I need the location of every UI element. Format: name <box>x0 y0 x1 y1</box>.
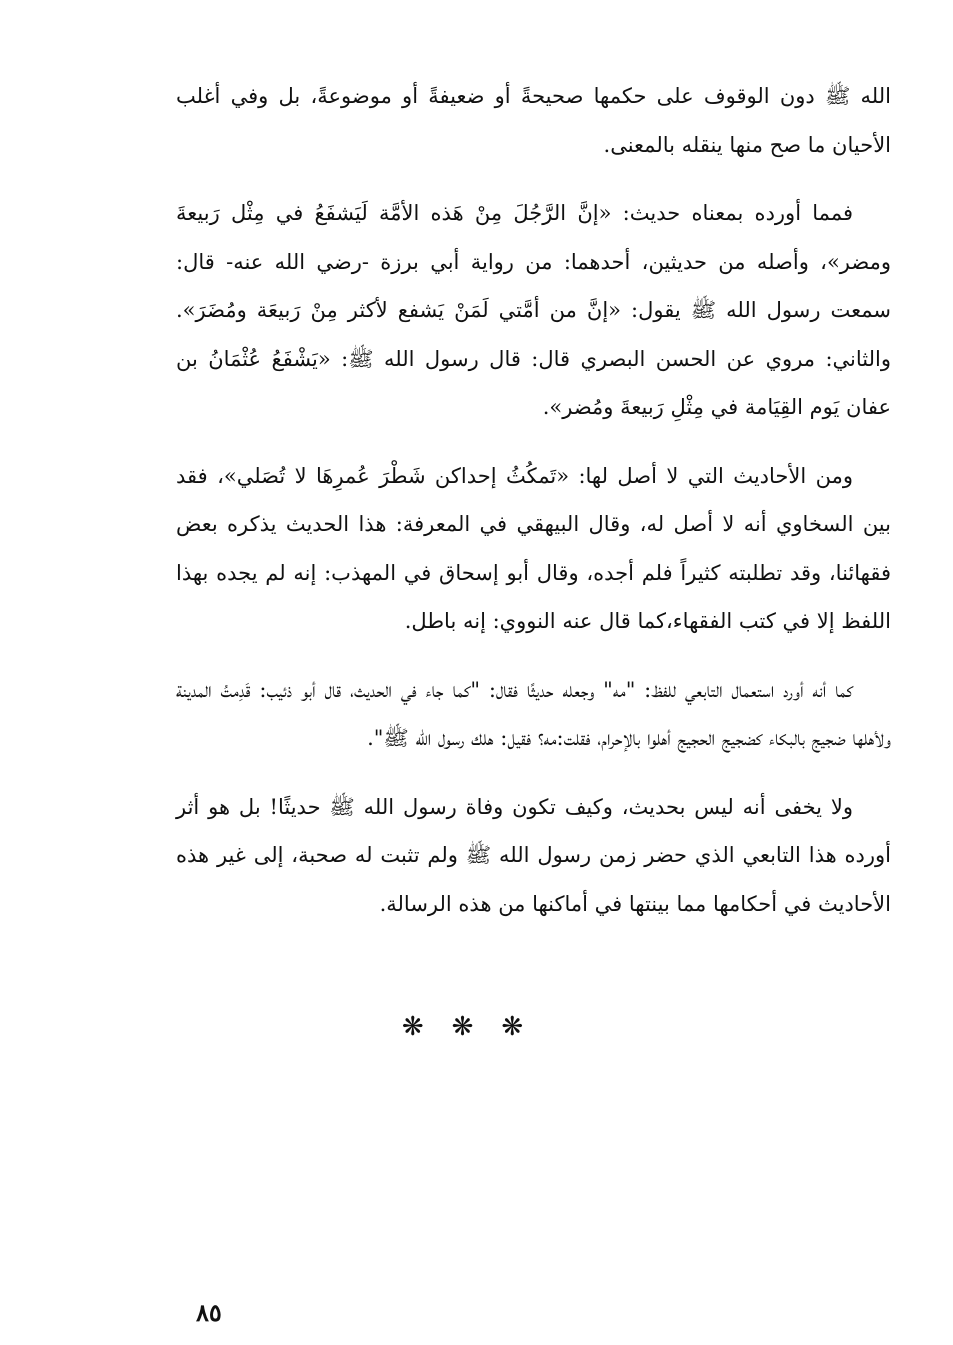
paragraph-5: ولا يخفى أنه ليس بحديث، وكيف تكون وفاة رسول الله ﷺ حديثًا! بل هو أثر أورده هذا التابعي الذي حضر زمن رسول الله ﷺ ولم تثبت له صحبة، إلى غير هذه الأحاديث في أحكامها مما بينتها في أماكنها من هذه الرسالة. <box>176 794 891 916</box>
paragraph-1: الله ﷺ دون الوقوف على حكمها صحيحةً أو ضعيفةً أو موضوعةً، بل وفي أغلب الأحيان ما صح منها ينقله بالمعنى. <box>176 84 891 157</box>
section-separator: ❋❋❋ <box>401 1012 552 1042</box>
page-number: ٨٥ <box>196 1298 222 1327</box>
body-text <box>176 72 891 948</box>
paragraph-4: كما أنه أورد استعمال التابعي للفظ: "مه" وجعله حديثًا فقال: "كما جاء في الحديث، قال أبو ذئيب: قَدِمتُ المدينة ولأهلها ضجيج بالبكاء كضجيج الحجيج أهلوا بالإحرام، فقلت:مه؟ فقيل: هلك رسول الله ﷺ". <box>176 677 891 750</box>
paragraph-3: ومن الأحاديث التي لا أصل لها: «تَمكُثُ إحداكن شَطْرَ عُمرِهَا لا تُصَلي»، فقد بين السخاوي أنه لا أصل له، وقال البيهقي في المعرفة: هذا الحديث يذكره بعض فقهائنا، وقد تطلبته كثيراً فلم أجده، وقال أبو إسحاق في المهذب: إنه لم يجده بهذا اللفظ إلا في كتب الفقهاء،كما قال عنه النووي: إنه باطل. <box>176 463 891 633</box>
paragraph-2: فمما أورده بمعناه حديث: «إنَّ الرَّجُلَ مِنْ هَذه الأمَّة لَيَشفَعُ في مِثْل رَبيعةَ ومضر»، وأصله من حديثين، أحدهما: من رواية أبي برزة -رضي الله عنه- قال: سمعت رسول الله ﷺ يقول: «إنَّ من أمَّتي لَمَنْ يَشفع لأكثر مِنْ رَبيعَة ومُضَرَ». والثاني: مروي عن الحسن البصري قال: قال رسول الله ﷺ: «يَشْفَعُ عُثْمَانُ بن عفان يَوم القِيَامة في مِثْلِ رَبيعةَ ومُضر». <box>176 201 891 419</box>
